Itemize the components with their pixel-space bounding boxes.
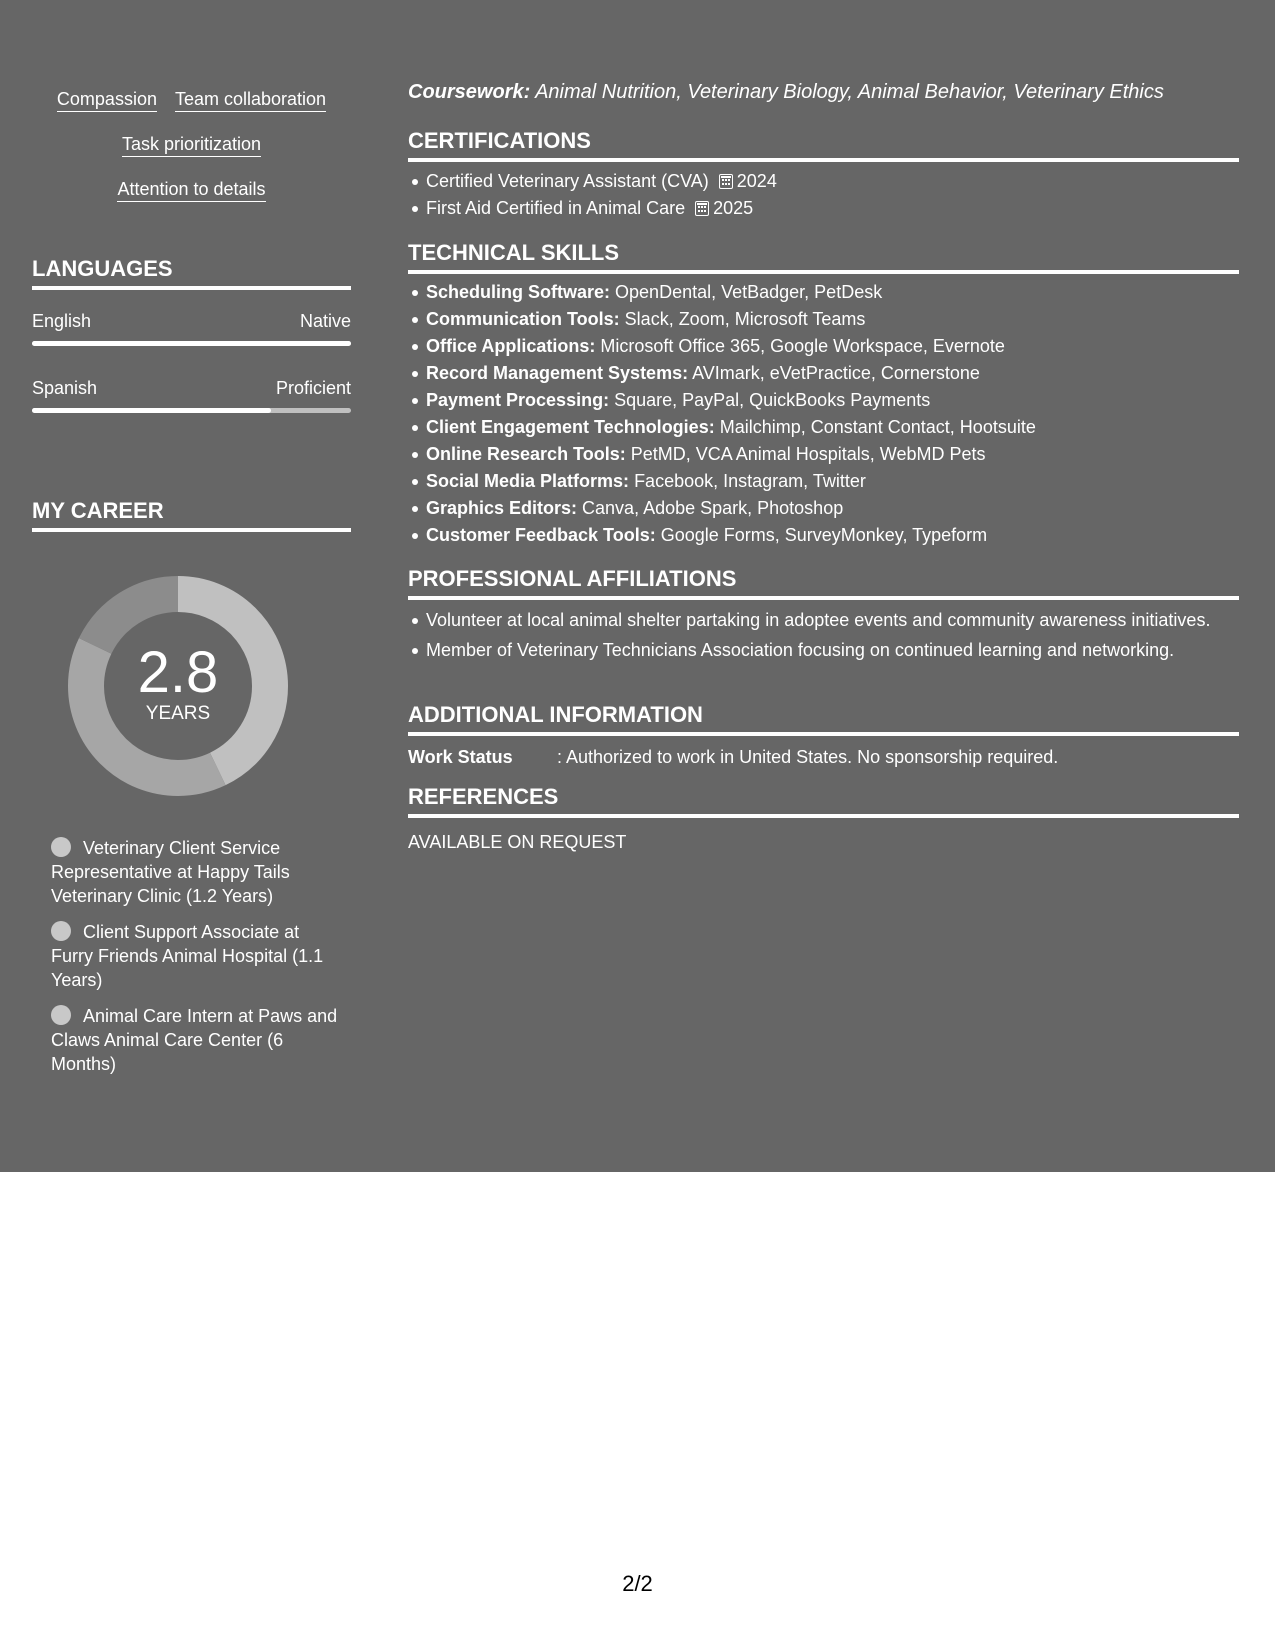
certifications-list (408, 168, 1239, 222)
skill-item (426, 306, 1239, 333)
skill-value: Facebook, Instagram, Twitter (629, 471, 866, 491)
technical-skills-list (408, 279, 1239, 549)
skill-item (426, 441, 1239, 468)
bullet-dot-icon (51, 1005, 71, 1025)
skill-item (426, 333, 1239, 360)
language-level: Proficient (275, 378, 351, 398)
certification-name: Certified Veterinary Assistant (CVA) (426, 171, 709, 191)
skill-item (426, 495, 1239, 522)
skill-value: Canva, Adobe Spark, Photoshop (577, 498, 844, 518)
technical-skills-title: TECHNICAL SKILLS (408, 240, 1239, 274)
career-list (51, 836, 341, 1088)
skill-value: AVImark, eVetPractice, Cornerstone (688, 363, 980, 383)
certification-year: 2024 (736, 171, 777, 191)
certifications-section (408, 128, 1239, 222)
references-section (408, 784, 1239, 854)
skill-value: PetMD, VCA Animal Hospitals, WebMD Pets (625, 444, 986, 464)
certification-year: 2025 (713, 198, 754, 218)
skill-item (426, 387, 1239, 414)
skill-value: Mailchimp, Constant Contact, Hootsuite (714, 417, 1036, 437)
references-title: REFERENCES (408, 784, 1239, 818)
skill-label: Client Engagement Technologies: (426, 417, 715, 437)
skill-value: Google Forms, SurveyMonkey, Typeform (655, 525, 988, 545)
coursework (408, 80, 1164, 104)
language-proficiency-fill (32, 408, 271, 413)
certification-name: First Aid Certified in Animal Care (426, 198, 686, 218)
additional-info-title: ADDITIONAL INFORMATION (408, 702, 1239, 736)
skill-label: Record Management Systems: (426, 363, 689, 383)
calendar-icon (719, 174, 733, 189)
career-item-text: Client Support Associate at Furry Friends Animal Hospital (1.1 Years) (51, 922, 324, 990)
certification-item (426, 168, 1239, 195)
affiliation-item: Volunteer at local animal shelter partaking in adoptee events and community awareness initiatives. (426, 607, 1239, 634)
work-status-row (408, 745, 1239, 769)
skill-label: Online Research Tools: (426, 444, 626, 464)
skill-label: Customer Feedback Tools: (426, 525, 656, 545)
tag-row (32, 133, 351, 157)
career-donut-chart (66, 574, 290, 798)
tag-row (32, 178, 351, 202)
work-status-value: : Authorized to work in United States. No sponsorship required. (557, 747, 1059, 767)
additional-info-section (408, 702, 1239, 769)
calendar-icon (695, 201, 709, 216)
skill-value: Square, PayPal, QuickBooks Payments (609, 390, 931, 410)
affiliations-list (408, 607, 1239, 664)
skill-tag-attention-to-details: Attention to details (117, 178, 265, 202)
skill-value: OpenDental, VetBadger, PetDesk (610, 282, 883, 302)
technical-skills-section (408, 240, 1239, 549)
donut-center (66, 574, 290, 798)
career-item-text: Animal Care Intern at Paws and Claws Animal Care Center (6 Months) (51, 1006, 338, 1074)
skill-item (426, 522, 1239, 549)
skill-value: Microsoft Office 365, Google Workspace, Evernote (595, 336, 1005, 356)
career-total-years: 2.8 (137, 640, 219, 705)
languages-title: LANGUAGES (32, 256, 351, 290)
career-section (32, 498, 351, 1074)
language-level: Native (299, 311, 351, 331)
skill-label: Payment Processing: (426, 390, 610, 410)
career-item (51, 920, 341, 992)
certification-item (426, 195, 1239, 222)
affiliation-item: Member of Veterinary Technicians Association focusing on continued learning and networking. (426, 637, 1239, 664)
skill-item (426, 468, 1239, 495)
language-proficiency-bar (32, 408, 351, 413)
affiliations-section (408, 566, 1239, 667)
work-status-label: Work Status (408, 747, 513, 767)
tag-row (32, 88, 351, 112)
skill-label: Social Media Platforms: (426, 471, 630, 491)
skill-label: Scheduling Software: (426, 282, 611, 302)
skill-label: Office Applications: (426, 336, 596, 356)
skill-item (426, 279, 1239, 306)
references-text: AVAILABLE ON REQUEST (408, 832, 627, 852)
career-item (51, 1004, 341, 1076)
skills-tags (32, 88, 351, 223)
language-proficiency-bar (32, 341, 351, 346)
skill-tag-team-collaboration: Team collaboration (175, 88, 326, 112)
career-item (51, 836, 341, 908)
skill-label: Communication Tools: (426, 309, 620, 329)
affiliations-title: PROFESSIONAL AFFILIATIONS (408, 566, 1239, 600)
language-item (32, 377, 351, 413)
career-title: MY CAREER (32, 498, 351, 532)
language-item (32, 310, 351, 346)
skill-item (426, 360, 1239, 387)
skill-item (426, 414, 1239, 441)
languages-section (32, 256, 351, 413)
language-name: English (32, 311, 92, 331)
certifications-title: CERTIFICATIONS (408, 128, 1239, 162)
coursework-text: Animal Nutrition, Veterinary Biology, Animal Behavior, Veterinary Ethics (530, 81, 1164, 103)
skill-tag-compassion: Compassion (57, 88, 157, 112)
page-number: 2/2 (622, 1571, 653, 1596)
bullet-dot-icon (51, 837, 71, 857)
skill-value: Slack, Zoom, Microsoft Teams (619, 309, 866, 329)
language-name: Spanish (32, 378, 98, 398)
skill-label: Graphics Editors: (426, 498, 578, 518)
skill-tag-task-prioritization: Task prioritization (122, 133, 261, 157)
career-total-unit: YEARS (145, 703, 211, 724)
coursework-label: Coursework: (408, 81, 531, 103)
language-proficiency-fill (32, 341, 351, 346)
bullet-dot-icon (51, 921, 71, 941)
career-item-text: Veterinary Client Service Representative at Happy Tails Veterinary Clinic (1.2 Years) (51, 838, 290, 906)
